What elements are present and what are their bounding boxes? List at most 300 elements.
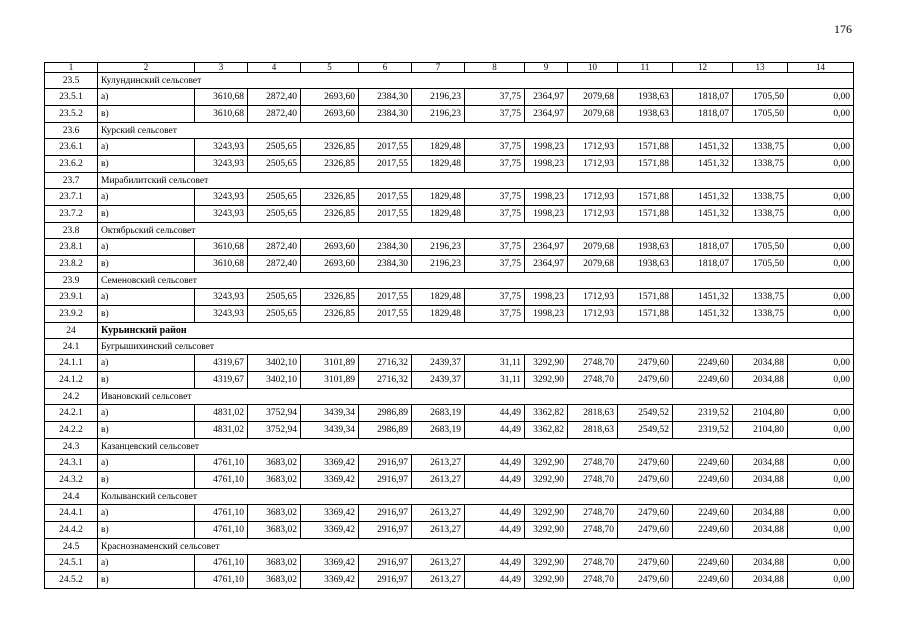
row-label: а) xyxy=(98,189,195,206)
row-code: 23.8.2 xyxy=(45,256,98,273)
value-cell: 2818,63 xyxy=(568,422,618,439)
table-row xyxy=(45,256,854,273)
district-row xyxy=(45,323,854,339)
value-cell: 37,75 xyxy=(465,306,525,323)
column-number: 5 xyxy=(301,63,359,73)
row-code: 24.2.1 xyxy=(45,405,98,422)
value-cell: 2079,68 xyxy=(568,89,618,106)
value-cell: 2916,97 xyxy=(359,522,412,539)
value-cell: 0,00 xyxy=(788,256,854,273)
row-code: 23.5.1 xyxy=(45,89,98,106)
value-cell: 2034,88 xyxy=(733,455,788,472)
settlement-row xyxy=(45,389,854,405)
value-cell: 1571,88 xyxy=(618,139,673,156)
row-code: 24.2.2 xyxy=(45,422,98,439)
value-cell: 0,00 xyxy=(788,522,854,539)
value-cell: 3292,90 xyxy=(525,505,568,522)
value-cell: 2479,60 xyxy=(618,555,673,572)
value-cell: 3683,02 xyxy=(248,572,301,589)
value-cell: 44,49 xyxy=(465,405,525,422)
value-cell: 1938,63 xyxy=(618,239,673,256)
row-code: 24.1.2 xyxy=(45,372,98,389)
value-cell: 1998,23 xyxy=(525,156,568,173)
row-code: 23.7.2 xyxy=(45,206,98,223)
value-cell: 0,00 xyxy=(788,422,854,439)
value-cell: 2384,30 xyxy=(359,256,412,273)
value-cell: 3292,90 xyxy=(525,372,568,389)
value-cell: 3610,68 xyxy=(195,239,248,256)
value-cell: 3439,34 xyxy=(301,422,359,439)
value-cell: 1998,23 xyxy=(525,306,568,323)
section-code: 23.9 xyxy=(45,273,98,289)
value-cell: 2034,88 xyxy=(733,505,788,522)
value-cell: 44,49 xyxy=(465,422,525,439)
value-cell: 2326,85 xyxy=(301,139,359,156)
row-label: а) xyxy=(98,455,195,472)
value-cell: 2693,60 xyxy=(301,239,359,256)
value-cell: 1571,88 xyxy=(618,289,673,306)
value-cell: 2196,23 xyxy=(412,256,465,273)
value-cell: 2916,97 xyxy=(359,555,412,572)
section-title: Курский сельсовет xyxy=(98,123,854,139)
value-cell: 1571,88 xyxy=(618,156,673,173)
value-cell: 37,75 xyxy=(465,239,525,256)
value-cell: 2872,40 xyxy=(248,239,301,256)
row-label: в) xyxy=(98,306,195,323)
value-cell: 2479,60 xyxy=(618,355,673,372)
section-code: 23.7 xyxy=(45,173,98,189)
value-cell: 1338,75 xyxy=(733,306,788,323)
table-row xyxy=(45,472,854,489)
value-cell: 3362,82 xyxy=(525,405,568,422)
value-cell: 2249,60 xyxy=(673,522,733,539)
value-cell: 3369,42 xyxy=(301,455,359,472)
value-cell: 3369,42 xyxy=(301,472,359,489)
value-cell: 3610,68 xyxy=(195,89,248,106)
value-cell: 0,00 xyxy=(788,455,854,472)
settlement-row xyxy=(45,123,854,139)
value-cell: 2326,85 xyxy=(301,156,359,173)
section-code: 24.2 xyxy=(45,389,98,405)
section-code: 24.5 xyxy=(45,539,98,555)
value-cell: 2439,37 xyxy=(412,355,465,372)
value-cell: 2872,40 xyxy=(248,256,301,273)
value-cell: 3439,34 xyxy=(301,405,359,422)
value-cell: 2748,70 xyxy=(568,522,618,539)
value-cell: 2017,55 xyxy=(359,156,412,173)
value-cell: 2249,60 xyxy=(673,472,733,489)
value-cell: 3243,93 xyxy=(195,206,248,223)
value-cell: 0,00 xyxy=(788,472,854,489)
value-cell: 0,00 xyxy=(788,372,854,389)
value-cell: 2505,65 xyxy=(248,306,301,323)
value-cell: 37,75 xyxy=(465,256,525,273)
settlement-row xyxy=(45,539,854,555)
value-cell: 2613,27 xyxy=(412,472,465,489)
value-cell: 2693,60 xyxy=(301,106,359,123)
value-cell: 2613,27 xyxy=(412,455,465,472)
value-cell: 1451,32 xyxy=(673,306,733,323)
settlement-row xyxy=(45,73,854,89)
value-cell: 3243,93 xyxy=(195,306,248,323)
value-cell: 2549,52 xyxy=(618,405,673,422)
value-cell: 4319,67 xyxy=(195,372,248,389)
value-cell: 2249,60 xyxy=(673,372,733,389)
value-cell: 2613,27 xyxy=(412,522,465,539)
value-cell: 1571,88 xyxy=(618,306,673,323)
value-cell: 3610,68 xyxy=(195,106,248,123)
value-cell: 2748,70 xyxy=(568,555,618,572)
value-cell: 2748,70 xyxy=(568,572,618,589)
value-cell: 2364,97 xyxy=(525,239,568,256)
value-cell: 2017,55 xyxy=(359,189,412,206)
value-cell: 3369,42 xyxy=(301,505,359,522)
row-label: а) xyxy=(98,289,195,306)
table-row xyxy=(45,572,854,589)
value-cell: 1705,50 xyxy=(733,106,788,123)
value-cell: 1829,48 xyxy=(412,306,465,323)
value-cell: 2364,97 xyxy=(525,106,568,123)
section-title: Колыванский сельсовет xyxy=(98,489,854,505)
value-cell: 1571,88 xyxy=(618,206,673,223)
value-cell: 1818,07 xyxy=(673,239,733,256)
value-cell: 3362,82 xyxy=(525,422,568,439)
value-cell: 2104,80 xyxy=(733,422,788,439)
value-cell: 2196,23 xyxy=(412,239,465,256)
row-label: в) xyxy=(98,106,195,123)
section-title: Бугрышихинский сельсовет xyxy=(98,339,854,355)
row-label: в) xyxy=(98,522,195,539)
value-cell: 2034,88 xyxy=(733,522,788,539)
value-cell: 3243,93 xyxy=(195,156,248,173)
value-cell: 1829,48 xyxy=(412,156,465,173)
value-cell: 2034,88 xyxy=(733,572,788,589)
value-cell: 2613,27 xyxy=(412,505,465,522)
section-code: 24.4 xyxy=(45,489,98,505)
value-cell: 4831,02 xyxy=(195,405,248,422)
value-cell: 1938,63 xyxy=(618,89,673,106)
value-cell: 2613,27 xyxy=(412,555,465,572)
value-cell: 0,00 xyxy=(788,106,854,123)
section-title: Октябрьский сельсовет xyxy=(98,223,854,239)
value-cell: 1705,50 xyxy=(733,239,788,256)
table-row xyxy=(45,306,854,323)
value-cell: 0,00 xyxy=(788,355,854,372)
table-row xyxy=(45,106,854,123)
column-number: 13 xyxy=(733,63,788,73)
value-cell: 1938,63 xyxy=(618,106,673,123)
value-cell: 0,00 xyxy=(788,306,854,323)
value-cell: 2326,85 xyxy=(301,306,359,323)
section-title: Кулундинский сельсовет xyxy=(98,73,854,89)
column-number: 2 xyxy=(98,63,195,73)
table-row xyxy=(45,89,854,106)
value-cell: 2748,70 xyxy=(568,455,618,472)
value-cell: 2249,60 xyxy=(673,455,733,472)
value-cell: 44,49 xyxy=(465,555,525,572)
value-cell: 3292,90 xyxy=(525,555,568,572)
value-cell: 4761,10 xyxy=(195,505,248,522)
row-code: 23.9.2 xyxy=(45,306,98,323)
section-title: Казанцевский сельсовет xyxy=(98,439,854,455)
value-cell: 2716,32 xyxy=(359,355,412,372)
section-title: Ивановский сельсовет xyxy=(98,389,854,405)
value-cell: 37,75 xyxy=(465,139,525,156)
value-cell: 4761,10 xyxy=(195,572,248,589)
value-cell: 2479,60 xyxy=(618,572,673,589)
value-cell: 1829,48 xyxy=(412,289,465,306)
value-cell: 3369,42 xyxy=(301,522,359,539)
row-label: в) xyxy=(98,372,195,389)
value-cell: 1712,93 xyxy=(568,306,618,323)
value-cell: 3243,93 xyxy=(195,139,248,156)
settlement-row xyxy=(45,173,854,189)
value-cell: 31,11 xyxy=(465,372,525,389)
value-cell: 44,49 xyxy=(465,572,525,589)
value-cell: 2384,30 xyxy=(359,89,412,106)
value-cell: 3243,93 xyxy=(195,189,248,206)
value-cell: 3292,90 xyxy=(525,455,568,472)
value-cell: 4761,10 xyxy=(195,455,248,472)
table-row xyxy=(45,289,854,306)
value-cell: 0,00 xyxy=(788,572,854,589)
section-code: 24 xyxy=(45,323,98,339)
value-cell: 3683,02 xyxy=(248,455,301,472)
table-row xyxy=(45,522,854,539)
value-cell: 1451,32 xyxy=(673,156,733,173)
section-code: 23.8 xyxy=(45,223,98,239)
table-row xyxy=(45,156,854,173)
value-cell: 2384,30 xyxy=(359,239,412,256)
value-cell: 2326,85 xyxy=(301,189,359,206)
row-code: 24.1.1 xyxy=(45,355,98,372)
value-cell: 31,11 xyxy=(465,355,525,372)
section-code: 23.6 xyxy=(45,123,98,139)
value-cell: 3292,90 xyxy=(525,522,568,539)
value-cell: 1451,32 xyxy=(673,139,733,156)
value-cell: 1998,23 xyxy=(525,189,568,206)
column-number: 4 xyxy=(248,63,301,73)
settlement-row xyxy=(45,273,854,289)
value-cell: 2916,97 xyxy=(359,455,412,472)
row-label: а) xyxy=(98,505,195,522)
row-code: 24.4.1 xyxy=(45,505,98,522)
table-row xyxy=(45,455,854,472)
value-cell: 2319,52 xyxy=(673,405,733,422)
value-cell: 2693,60 xyxy=(301,256,359,273)
value-cell: 1818,07 xyxy=(673,106,733,123)
table-row xyxy=(45,505,854,522)
value-cell: 2364,97 xyxy=(525,89,568,106)
page-number: 176 xyxy=(834,22,852,36)
value-cell: 3683,02 xyxy=(248,505,301,522)
table-row xyxy=(45,422,854,439)
row-label: а) xyxy=(98,355,195,372)
section-code: 24.1 xyxy=(45,339,98,355)
value-cell: 1571,88 xyxy=(618,189,673,206)
value-cell: 2505,65 xyxy=(248,206,301,223)
section-title: Семеновский сельсовет xyxy=(98,273,854,289)
value-cell: 2034,88 xyxy=(733,372,788,389)
value-cell: 4831,02 xyxy=(195,422,248,439)
section-title: Краснознаменский сельсовет xyxy=(98,539,854,555)
value-cell: 2104,80 xyxy=(733,405,788,422)
value-cell: 1705,50 xyxy=(733,89,788,106)
settlement-row xyxy=(45,223,854,239)
value-cell: 1829,48 xyxy=(412,139,465,156)
column-number: 9 xyxy=(525,63,568,73)
value-cell: 37,75 xyxy=(465,206,525,223)
value-cell: 44,49 xyxy=(465,455,525,472)
value-cell: 2505,65 xyxy=(248,189,301,206)
section-title: Мирабилитский сельсовет xyxy=(98,173,854,189)
value-cell: 1998,23 xyxy=(525,289,568,306)
value-cell: 2986,89 xyxy=(359,405,412,422)
table-body xyxy=(45,63,854,589)
row-label: а) xyxy=(98,89,195,106)
value-cell: 3101,89 xyxy=(301,372,359,389)
table-row xyxy=(45,405,854,422)
settlement-row xyxy=(45,439,854,455)
row-code: 23.7.1 xyxy=(45,189,98,206)
value-cell: 1818,07 xyxy=(673,256,733,273)
value-cell: 2748,70 xyxy=(568,372,618,389)
row-label: в) xyxy=(98,256,195,273)
table-row xyxy=(45,372,854,389)
value-cell: 2249,60 xyxy=(673,572,733,589)
value-cell: 2249,60 xyxy=(673,555,733,572)
value-cell: 1705,50 xyxy=(733,256,788,273)
value-cell: 2439,37 xyxy=(412,372,465,389)
value-cell: 0,00 xyxy=(788,139,854,156)
table-row xyxy=(45,555,854,572)
column-number: 7 xyxy=(412,63,465,73)
value-cell: 3752,94 xyxy=(248,422,301,439)
row-code: 23.6.2 xyxy=(45,156,98,173)
value-cell: 2196,23 xyxy=(412,89,465,106)
value-cell: 2916,97 xyxy=(359,472,412,489)
row-label: а) xyxy=(98,555,195,572)
value-cell: 2017,55 xyxy=(359,139,412,156)
value-cell: 2986,89 xyxy=(359,422,412,439)
value-cell: 37,75 xyxy=(465,156,525,173)
row-code: 24.4.2 xyxy=(45,522,98,539)
value-cell: 2505,65 xyxy=(248,139,301,156)
value-cell: 3752,94 xyxy=(248,405,301,422)
value-cell: 2249,60 xyxy=(673,355,733,372)
section-code: 23.5 xyxy=(45,73,98,89)
value-cell: 2748,70 xyxy=(568,472,618,489)
value-cell: 0,00 xyxy=(788,289,854,306)
table-row xyxy=(45,189,854,206)
value-cell: 37,75 xyxy=(465,189,525,206)
value-cell: 2034,88 xyxy=(733,555,788,572)
settlement-row xyxy=(45,339,854,355)
column-number-row xyxy=(45,63,854,73)
column-number: 14 xyxy=(788,63,854,73)
value-cell: 2017,55 xyxy=(359,306,412,323)
value-cell: 1998,23 xyxy=(525,206,568,223)
value-cell: 0,00 xyxy=(788,89,854,106)
value-cell: 0,00 xyxy=(788,189,854,206)
value-cell: 2693,60 xyxy=(301,89,359,106)
value-cell: 1829,48 xyxy=(412,206,465,223)
value-cell: 2319,52 xyxy=(673,422,733,439)
value-cell: 2079,68 xyxy=(568,239,618,256)
row-label: в) xyxy=(98,206,195,223)
row-label: а) xyxy=(98,239,195,256)
tariff-table xyxy=(44,62,854,589)
value-cell: 2916,97 xyxy=(359,505,412,522)
value-cell: 2505,65 xyxy=(248,156,301,173)
row-code: 24.5.1 xyxy=(45,555,98,572)
value-cell: 2683,19 xyxy=(412,422,465,439)
value-cell: 4761,10 xyxy=(195,522,248,539)
row-code: 24.3.1 xyxy=(45,455,98,472)
row-code: 23.8.1 xyxy=(45,239,98,256)
value-cell: 37,75 xyxy=(465,289,525,306)
value-cell: 2872,40 xyxy=(248,89,301,106)
value-cell: 2034,88 xyxy=(733,355,788,372)
section-title: Курьинский район xyxy=(98,323,854,339)
value-cell: 1451,32 xyxy=(673,189,733,206)
value-cell: 2249,60 xyxy=(673,505,733,522)
value-cell: 4319,67 xyxy=(195,355,248,372)
value-cell: 2479,60 xyxy=(618,522,673,539)
row-label: в) xyxy=(98,572,195,589)
value-cell: 0,00 xyxy=(788,156,854,173)
value-cell: 2364,97 xyxy=(525,256,568,273)
value-cell: 1338,75 xyxy=(733,156,788,173)
value-cell: 3292,90 xyxy=(525,355,568,372)
value-cell: 2479,60 xyxy=(618,372,673,389)
value-cell: 3683,02 xyxy=(248,555,301,572)
value-cell: 2549,52 xyxy=(618,422,673,439)
value-cell: 3292,90 xyxy=(525,472,568,489)
column-number: 8 xyxy=(465,63,525,73)
value-cell: 1451,32 xyxy=(673,289,733,306)
value-cell: 2748,70 xyxy=(568,505,618,522)
column-number: 10 xyxy=(568,63,618,73)
value-cell: 2872,40 xyxy=(248,106,301,123)
value-cell: 37,75 xyxy=(465,106,525,123)
value-cell: 0,00 xyxy=(788,405,854,422)
value-cell: 1712,93 xyxy=(568,156,618,173)
row-label: в) xyxy=(98,472,195,489)
value-cell: 2017,55 xyxy=(359,206,412,223)
value-cell: 3610,68 xyxy=(195,256,248,273)
value-cell: 1451,32 xyxy=(673,206,733,223)
column-number: 1 xyxy=(45,63,98,73)
value-cell: 1818,07 xyxy=(673,89,733,106)
value-cell: 44,49 xyxy=(465,505,525,522)
value-cell: 4761,10 xyxy=(195,555,248,572)
column-number: 12 xyxy=(673,63,733,73)
value-cell: 44,49 xyxy=(465,472,525,489)
value-cell: 2613,27 xyxy=(412,572,465,589)
value-cell: 1712,93 xyxy=(568,206,618,223)
value-cell: 3402,10 xyxy=(248,355,301,372)
value-cell: 1712,93 xyxy=(568,189,618,206)
row-code: 23.6.1 xyxy=(45,139,98,156)
value-cell: 2748,70 xyxy=(568,355,618,372)
value-cell: 3683,02 xyxy=(248,472,301,489)
value-cell: 2326,85 xyxy=(301,289,359,306)
row-label: в) xyxy=(98,422,195,439)
value-cell: 0,00 xyxy=(788,206,854,223)
table-row xyxy=(45,239,854,256)
value-cell: 2505,65 xyxy=(248,289,301,306)
